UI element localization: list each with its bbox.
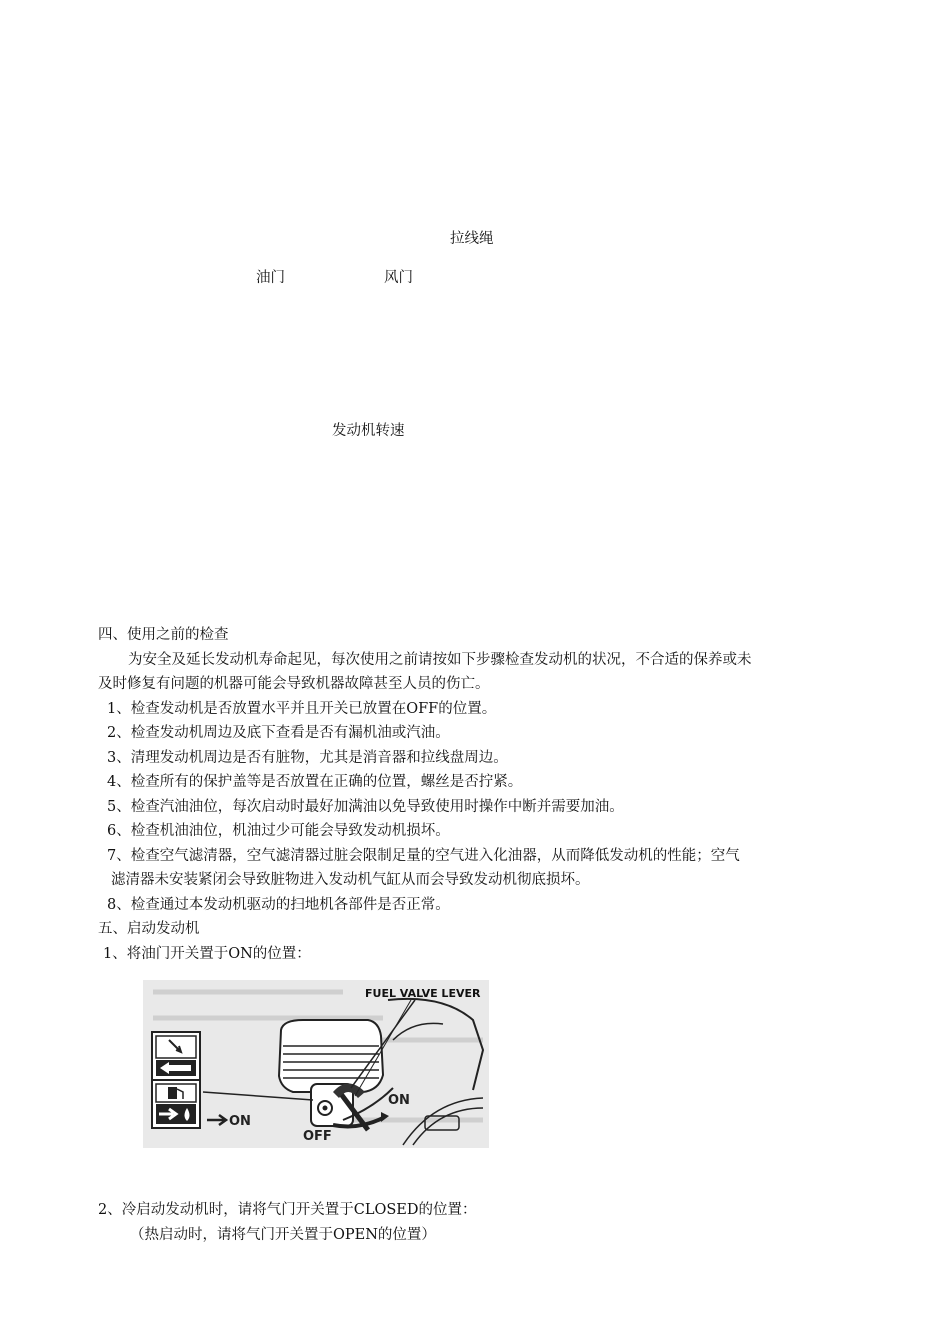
step-note: （热启动时，请将气门开关置于OPEN的位置） [130, 1226, 436, 1243]
section-pre-use-check [98, 623, 858, 966]
section-heading: 五、启动发动机 [98, 921, 200, 937]
label-choke: 风门 [384, 270, 413, 286]
step-text: 1、将油门开关置于ON的位置： [103, 945, 311, 962]
check-item: 6、检查机油油位，机油过少可能会导致发动机损坏。 [107, 823, 450, 839]
label-throttle: 油门 [256, 270, 285, 286]
intro-text: 及时修复有问题的机器可能会导致机器故障甚至人员的伤亡。 [98, 676, 490, 692]
check-item: 7、检查空气滤清器，空气滤清器过脏会限制足量的空气进入化油器，从而降低发动机的性能；空气 [107, 847, 740, 864]
step-2-block [98, 1198, 858, 1247]
icon-on-label: ON [229, 1114, 251, 1129]
label-pull-cord: 拉线绳 [450, 231, 494, 247]
check-item: 4、检查所有的保护盖等是否放置在正确的位置，螺丝是否拧紧。 [107, 774, 523, 790]
check-item: 1、检查发动机是否放置水平并且开关已放置在OFF的位置。 [107, 700, 497, 717]
check-item: 5、检查汽油油位，每次启动时最好加满油以免导致使用时操作中断并需要加油。 [107, 798, 624, 815]
off-position-label: OFF [303, 1129, 332, 1144]
fuel-valve-illustration [143, 980, 489, 1148]
section-heading: 四、使用之前的检查 [98, 627, 229, 643]
on-position-label: ON [388, 1093, 410, 1108]
label-engine-speed: 发动机转速 [332, 423, 405, 439]
check-item: 8、检查通过本发动机驱动的扫地机各部件是否正常。 [107, 896, 450, 913]
check-item: 滤清器未安装紧闭会导致脏物进入发动机气缸从而会导致发动机彻底损坏。 [111, 872, 590, 888]
step-text: 2、冷启动发动机时，请将气门开关置于CLOSED的位置： [98, 1202, 477, 1218]
fuel-valve-figure [143, 980, 489, 1148]
check-item: 2、检查发动机周边及底下查看是否有漏机油或汽油。 [107, 725, 450, 741]
fuel-valve-lever-label: FUEL VALVE LEVER [365, 987, 481, 1000]
check-item: 3、清理发动机周边是否有脏物，尤其是消音器和拉线盘周边。 [107, 749, 508, 766]
intro-text: 为安全及延长发动机寿命起见，每次使用之前请按如下步骤检查发动机的状况，不合适的保养或未 [128, 651, 752, 668]
